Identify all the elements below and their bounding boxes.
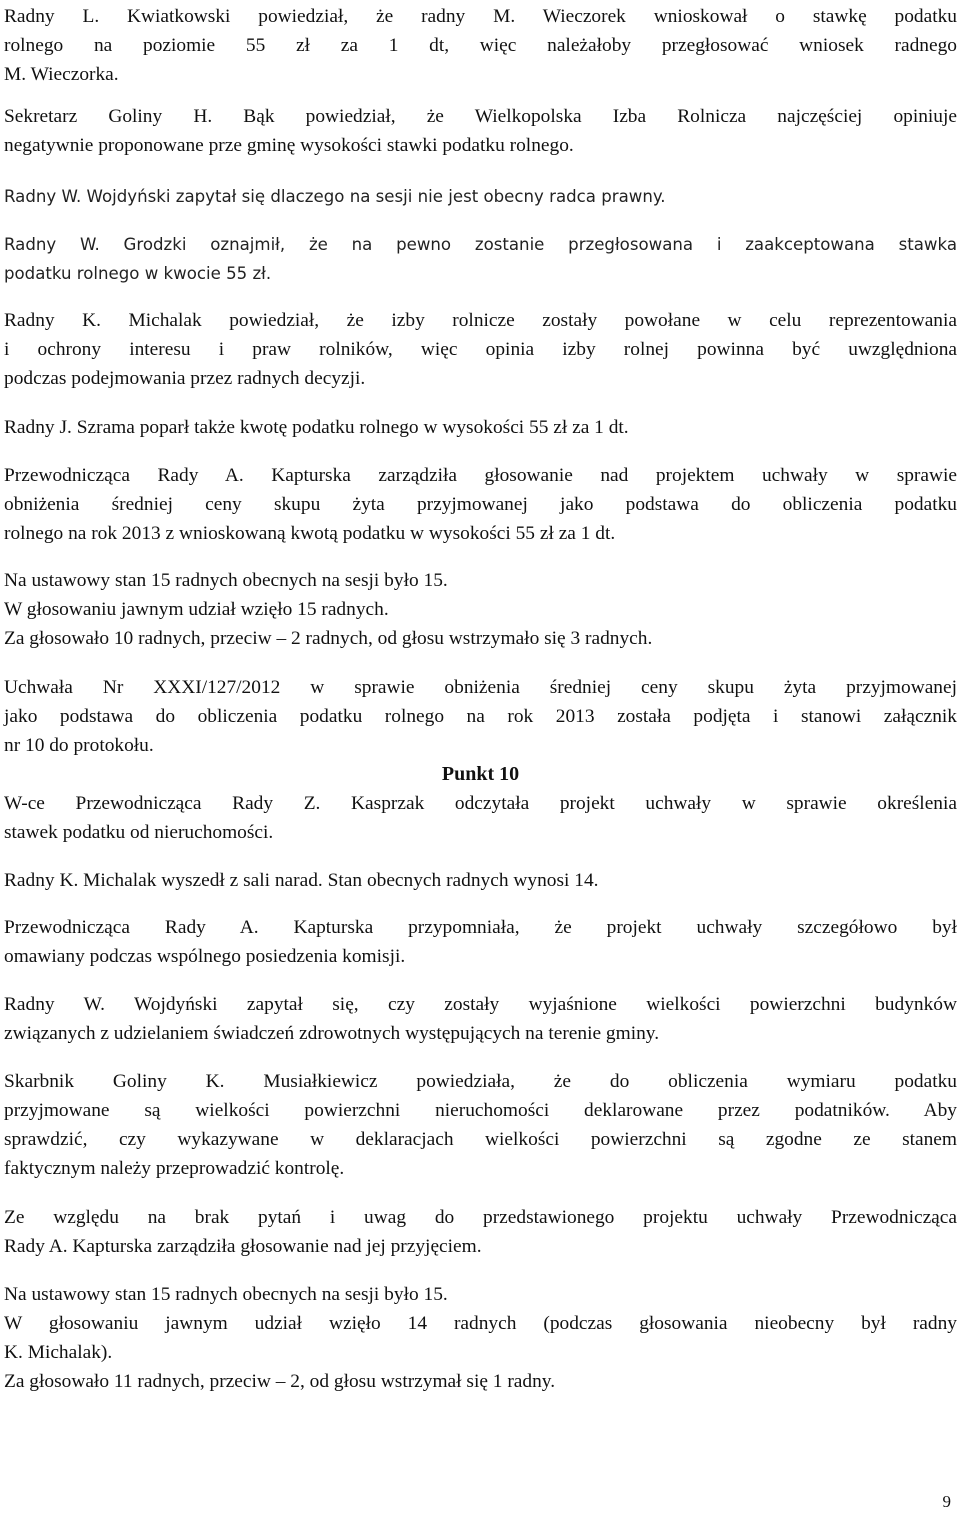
text-line: omawiany podczas wspólnego posiedzenia komisji. bbox=[4, 946, 406, 967]
text-line: W-ce Przewodnicząca Rady Z. Kasprzak odczytała projekt uchwały w sprawie określenia bbox=[4, 793, 957, 814]
text-line: i ochrony interesu i praw rolników, więc opinia izby rolnej powinna być uwzględniona bbox=[4, 339, 957, 360]
text-line: Rady A. Kapturska zarządziła głosowanie nad jej przyjęciem. bbox=[4, 1236, 482, 1257]
text-line: Przewodnicząca Rady A. Kapturska przypomniała, że projekt uchwały szczegółowo był bbox=[4, 917, 957, 938]
text-line: M. Wieczorka. bbox=[4, 64, 119, 85]
text-line: związanych z udzielaniem świadczeń zdrowotnych występujących na terenie gminy. bbox=[4, 1023, 660, 1044]
text-line: Przewodnicząca Rady A. Kapturska zarządziła głosowanie nad projektem uchwały w sprawie bbox=[4, 465, 957, 486]
text-line: Radny W. Wojdyński zapytał się, czy zostały wyjaśnione wielkości powierzchni budynków bbox=[4, 994, 957, 1015]
paragraph-sekretarz bbox=[4, 102, 957, 160]
paragraph-grodzki bbox=[4, 230, 957, 288]
paragraph-wojdynski-1 bbox=[4, 182, 957, 211]
text-line: Za głosowało 11 radnych, przeciw – 2, od głosu wstrzymał się 1 radny. bbox=[4, 1371, 556, 1392]
text-line: sprawdzić, czy wykazywane w deklaracjach wielkości powierzchni są zgodne ze stanem bbox=[4, 1129, 957, 1150]
text-line: jako podstawa do obliczenia podatku rolnego na rok 2013 została podjęta i stanowi załącznik bbox=[4, 706, 957, 727]
paragraph-wyniki-2 bbox=[4, 1280, 957, 1396]
text-line: przyjmowane są wielkości powierzchni nieruchomości deklarowane przez podatników. Aby bbox=[4, 1100, 957, 1121]
paragraph-skarbnik bbox=[4, 1067, 957, 1183]
text-line: Uchwała Nr XXXI/127/2012 w sprawie obniżenia średniej ceny skupu żyta przyjmowanej bbox=[4, 677, 957, 698]
text-line: W głosowaniu jawnym udział wzięło 15 radnych. bbox=[4, 599, 389, 620]
text-line: negatywnie proponowane prze gminę wysokości stawki podatku rolnego. bbox=[4, 135, 574, 156]
paragraph-michalak-2 bbox=[4, 866, 957, 895]
text-line: Za głosowało 10 radnych, przeciw – 2 radnych, od głosu wstrzymało się 3 radnych. bbox=[4, 628, 653, 649]
paragraph-kasprzak bbox=[4, 789, 957, 847]
text-line: obniżenia średniej ceny skupu żyta przyjmowanej jako podstawa do obliczenia podatku bbox=[4, 494, 957, 515]
text-line: rolnego na poziomie 55 zł za 1 dt, więc należałoby przegłosować wniosek radnego bbox=[4, 35, 957, 56]
text-line: Na ustawowy stan 15 radnych obecnych na sesji było 15. bbox=[4, 1284, 448, 1305]
text-line: nr 10 do protokołu. bbox=[4, 735, 154, 756]
text-line: K. Michalak). bbox=[4, 1342, 113, 1363]
text-line: Radny K. Michalak wyszedł z sali narad. Stan obecnych radnych wynosi 14. bbox=[4, 870, 599, 891]
paragraph-kapturska-przypomniala bbox=[4, 913, 957, 971]
paragraph-uchwala bbox=[4, 673, 957, 760]
text-line: Skarbnik Goliny K. Musiałkiewicz powiedziała, że do obliczenia wymiaru podatku bbox=[4, 1071, 957, 1092]
paragraph-kwiatkowski bbox=[4, 2, 957, 89]
text-line: rolnego na rok 2013 z wnioskowaną kwotą podatku w wysokości 55 zł za 1 dt. bbox=[4, 523, 616, 544]
text-line: W głosowaniu jawnym udział wzięło 14 radnych (podczas głosowania nieobecny był radny bbox=[4, 1313, 957, 1334]
paragraph-michalak-1 bbox=[4, 306, 957, 393]
paragraph-brak-pytan bbox=[4, 1203, 957, 1261]
text-line: faktycznym należy przeprowadzić kontrolę. bbox=[4, 1158, 345, 1179]
text-line: Ze względu na brak pytań i uwag do przedstawionego projektu uchwały Przewodnicząca bbox=[4, 1207, 957, 1228]
text-line: Radny W. Wojdyński zapytał się dlaczego na sesji nie jest obecny radca prawny. bbox=[4, 187, 666, 206]
paragraph-wojdynski-2 bbox=[4, 990, 957, 1048]
section-heading: Punkt 10 bbox=[441, 763, 520, 785]
text-line: Na ustawowy stan 15 radnych obecnych na sesji było 15. bbox=[4, 570, 448, 591]
text-line: Radny J. Szrama poparł także kwotę podatku rolnego w wysokości 55 zł za 1 dt. bbox=[4, 417, 629, 438]
page-number: 9 bbox=[942, 1492, 951, 1511]
text-line: Radny K. Michalak powiedział, że izby rolnicze zostały powołane w celu reprezentowania bbox=[4, 310, 957, 331]
text-line: Radny L. Kwiatkowski powiedział, że radny M. Wieczorek wnioskował o stawkę podatku bbox=[4, 6, 957, 27]
text-line: podatku rolnego w kwocie 55 zł. bbox=[4, 264, 272, 283]
paragraph-wyniki-1 bbox=[4, 566, 957, 653]
text-line: Sekretarz Goliny H. Bąk powiedział, że Wielkopolska Izba Rolnicza najczęściej opiniuje bbox=[4, 106, 957, 127]
text-line: podczas podejmowania przez radnych decyzji. bbox=[4, 368, 366, 389]
paragraph-glosowanie-1 bbox=[4, 461, 957, 548]
text-line: stawek podatku od nieruchomości. bbox=[4, 822, 274, 843]
text-line: Radny W. Grodzki oznajmił, że na pewno zostanie przegłosowana i zaakceptowana stawka bbox=[4, 235, 957, 254]
paragraph-szrama bbox=[4, 413, 957, 442]
